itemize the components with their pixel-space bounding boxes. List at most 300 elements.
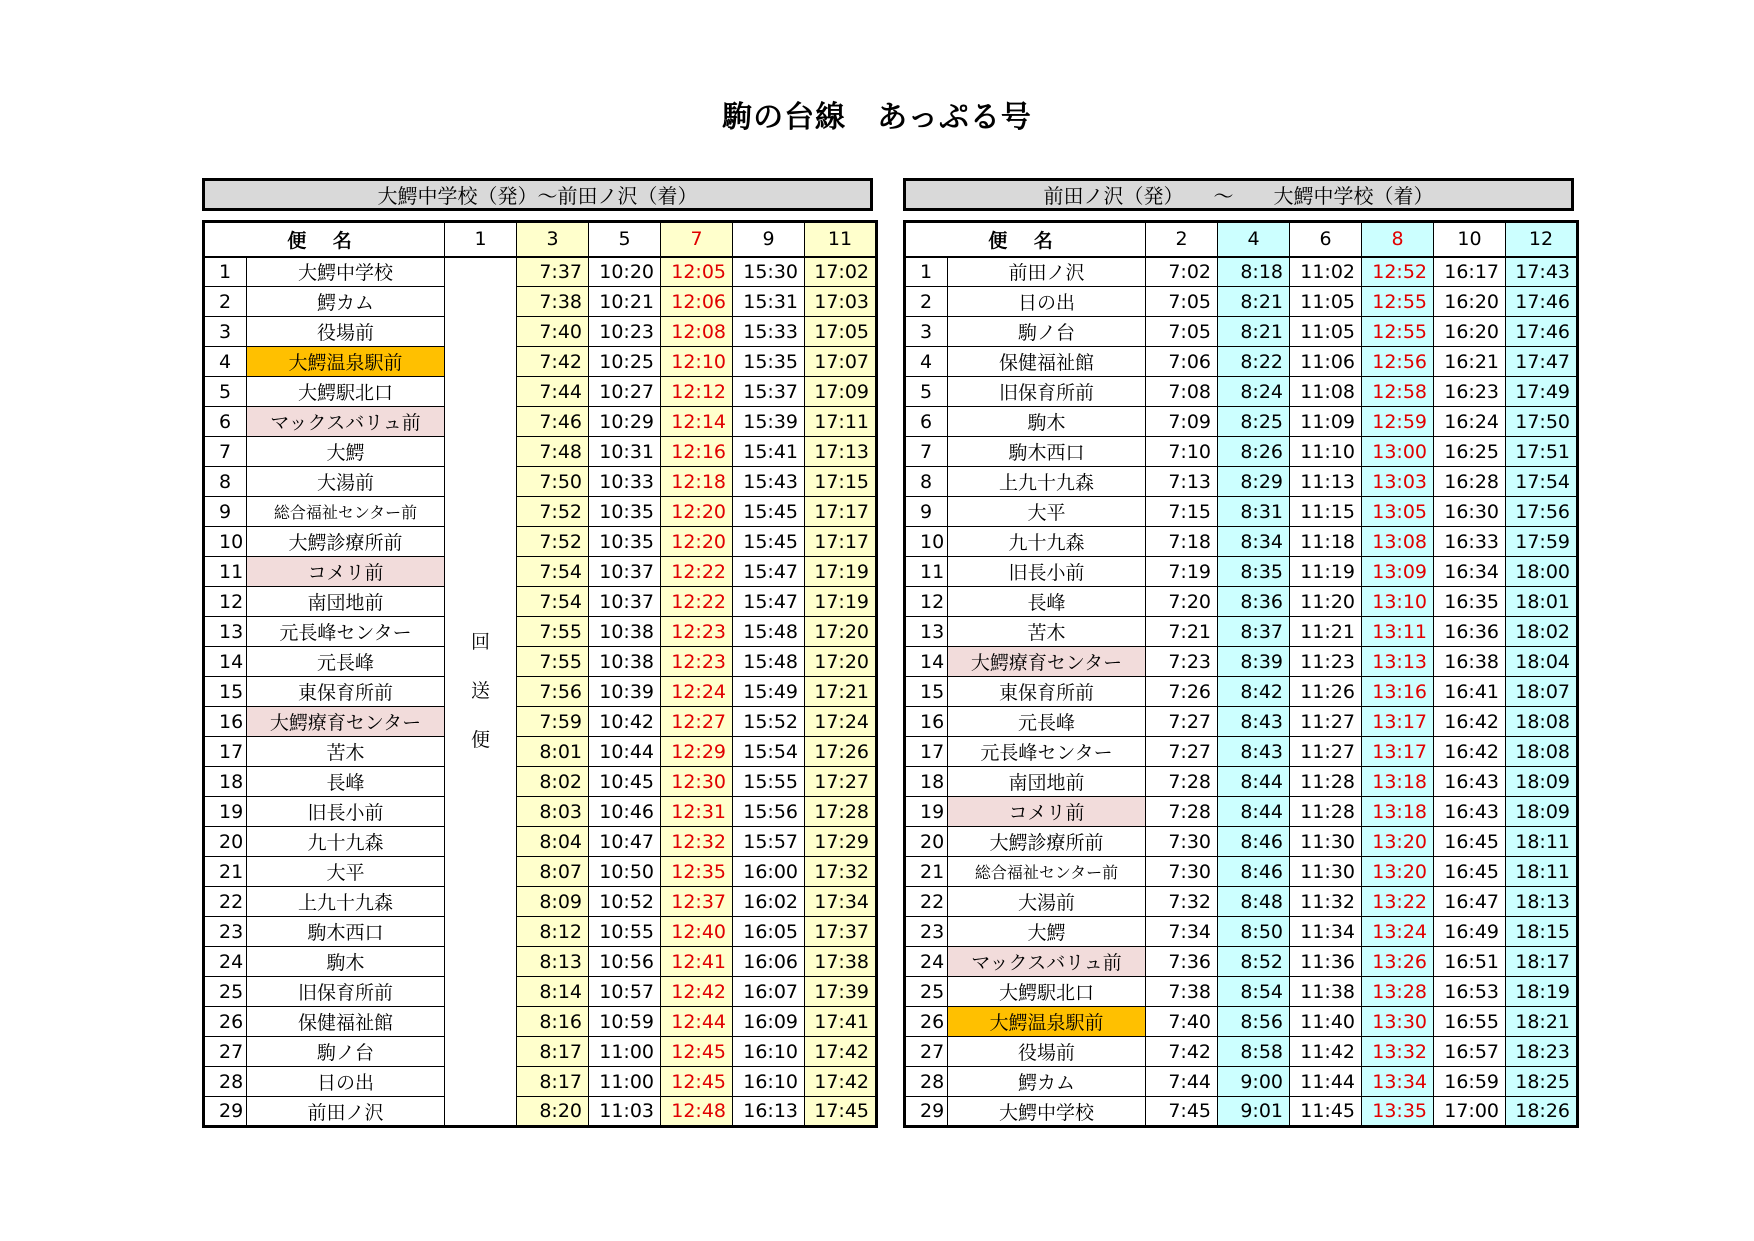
departure-time: 8:58 bbox=[1218, 1037, 1290, 1067]
departure-time: 17:34 bbox=[805, 887, 877, 917]
departure-time: 12:06 bbox=[661, 287, 733, 317]
row-number: 20 bbox=[204, 827, 247, 857]
departure-time: 17:59 bbox=[1506, 527, 1578, 557]
stop-name: 元長峰センター bbox=[948, 737, 1146, 767]
departure-time: 10:25 bbox=[589, 347, 661, 377]
departure-time: 7:15 bbox=[1146, 497, 1218, 527]
stop-name: 元長峰 bbox=[948, 707, 1146, 737]
outbound-table bbox=[202, 220, 878, 1128]
departure-time: 8:18 bbox=[1218, 257, 1290, 287]
departure-time: 13:30 bbox=[1362, 1007, 1434, 1037]
departure-time: 18:26 bbox=[1506, 1097, 1578, 1127]
departure-time: 17:11 bbox=[805, 407, 877, 437]
row-number: 5 bbox=[905, 377, 948, 407]
table-row bbox=[905, 857, 1578, 887]
departure-time: 18:11 bbox=[1506, 827, 1578, 857]
departure-time: 7:55 bbox=[517, 647, 589, 677]
departure-time: 18:15 bbox=[1506, 917, 1578, 947]
row-number: 3 bbox=[204, 317, 247, 347]
departure-time: 17:17 bbox=[805, 497, 877, 527]
table-row bbox=[905, 497, 1578, 527]
departure-time: 18:23 bbox=[1506, 1037, 1578, 1067]
departure-time: 12:45 bbox=[661, 1067, 733, 1097]
departure-time: 17:56 bbox=[1506, 497, 1578, 527]
departure-time: 11:45 bbox=[1290, 1097, 1362, 1127]
stop-name: マックスバリュ前 bbox=[948, 947, 1146, 977]
departure-time: 8:39 bbox=[1218, 647, 1290, 677]
stop-name: 大鰐 bbox=[247, 437, 445, 467]
departure-time: 8:12 bbox=[517, 917, 589, 947]
departure-time: 10:27 bbox=[589, 377, 661, 407]
stop-name: 元長峰センター bbox=[247, 617, 445, 647]
table-row bbox=[204, 467, 877, 497]
departure-time: 8:56 bbox=[1218, 1007, 1290, 1037]
deadhead-char: 送 bbox=[470, 679, 490, 702]
departure-time: 15:33 bbox=[733, 317, 805, 347]
departure-time: 8:34 bbox=[1218, 527, 1290, 557]
departure-time: 7:44 bbox=[517, 377, 589, 407]
departure-time: 18:02 bbox=[1506, 617, 1578, 647]
row-number: 25 bbox=[204, 977, 247, 1007]
departure-time: 12:22 bbox=[661, 587, 733, 617]
trip-column-header: 7 bbox=[661, 222, 733, 257]
departure-time: 7:26 bbox=[1146, 677, 1218, 707]
departure-time: 11:15 bbox=[1290, 497, 1362, 527]
departure-time: 13:11 bbox=[1362, 617, 1434, 647]
departure-time: 8:26 bbox=[1218, 437, 1290, 467]
departure-time: 7:48 bbox=[517, 437, 589, 467]
departure-time: 16:42 bbox=[1434, 737, 1506, 767]
table-row bbox=[905, 1097, 1578, 1127]
table-row bbox=[204, 557, 877, 587]
departure-time: 13:34 bbox=[1362, 1067, 1434, 1097]
departure-time: 16:36 bbox=[1434, 617, 1506, 647]
departure-time: 7:10 bbox=[1146, 437, 1218, 467]
departure-time: 7:38 bbox=[1146, 977, 1218, 1007]
table-row bbox=[905, 587, 1578, 617]
row-number: 3 bbox=[905, 317, 948, 347]
stop-name: 南団地前 bbox=[948, 767, 1146, 797]
stop-name: 長峰 bbox=[247, 767, 445, 797]
stop-name: 駒ノ台 bbox=[247, 1037, 445, 1067]
departure-time: 7:08 bbox=[1146, 377, 1218, 407]
departure-time: 8:09 bbox=[517, 887, 589, 917]
departure-time: 16:06 bbox=[733, 947, 805, 977]
table-row bbox=[905, 557, 1578, 587]
row-number: 4 bbox=[204, 347, 247, 377]
departure-time: 12:42 bbox=[661, 977, 733, 1007]
table-header-row bbox=[905, 222, 1578, 257]
departure-time: 18:25 bbox=[1506, 1067, 1578, 1097]
departure-time: 18:19 bbox=[1506, 977, 1578, 1007]
table-row bbox=[204, 1097, 877, 1127]
row-number: 19 bbox=[204, 797, 247, 827]
row-number: 8 bbox=[204, 467, 247, 497]
table-row bbox=[905, 767, 1578, 797]
departure-time: 7:42 bbox=[517, 347, 589, 377]
departure-time: 18:21 bbox=[1506, 1007, 1578, 1037]
trip-column-header: 8 bbox=[1362, 222, 1434, 257]
departure-time: 13:24 bbox=[1362, 917, 1434, 947]
departure-time: 7:52 bbox=[517, 497, 589, 527]
row-number: 6 bbox=[204, 407, 247, 437]
row-number: 17 bbox=[204, 737, 247, 767]
trip-column-header: 1 bbox=[445, 222, 517, 257]
departure-time: 16:13 bbox=[733, 1097, 805, 1127]
departure-time: 17:20 bbox=[805, 647, 877, 677]
timetable-outbound bbox=[202, 178, 873, 1128]
table-row bbox=[204, 617, 877, 647]
stop-name: 総合福祉センター前 bbox=[247, 497, 445, 527]
departure-time: 17:24 bbox=[805, 707, 877, 737]
stop-name: 鰐カム bbox=[247, 287, 445, 317]
stop-name: 旧長小前 bbox=[948, 557, 1146, 587]
departure-time: 10:23 bbox=[589, 317, 661, 347]
departure-time: 8:13 bbox=[517, 947, 589, 977]
row-number: 14 bbox=[204, 647, 247, 677]
stop-name: 旧保育所前 bbox=[948, 377, 1146, 407]
departure-time: 7:05 bbox=[1146, 317, 1218, 347]
departure-time: 15:41 bbox=[733, 437, 805, 467]
stop-name: 大鰐療育センター bbox=[948, 647, 1146, 677]
departure-time: 18:04 bbox=[1506, 647, 1578, 677]
row-number: 28 bbox=[204, 1067, 247, 1097]
table-row bbox=[905, 707, 1578, 737]
departure-time: 13:05 bbox=[1362, 497, 1434, 527]
stop-name: 駒木西口 bbox=[247, 917, 445, 947]
departure-time: 9:01 bbox=[1218, 1097, 1290, 1127]
departure-time: 11:21 bbox=[1290, 617, 1362, 647]
table-row bbox=[905, 677, 1578, 707]
departure-time: 16:34 bbox=[1434, 557, 1506, 587]
departure-time: 15:30 bbox=[733, 257, 805, 287]
row-number: 2 bbox=[905, 287, 948, 317]
table-row bbox=[204, 677, 877, 707]
departure-time: 17:39 bbox=[805, 977, 877, 1007]
stop-name: 上九十九森 bbox=[247, 887, 445, 917]
departure-time: 16:30 bbox=[1434, 497, 1506, 527]
departure-time: 7:34 bbox=[1146, 917, 1218, 947]
row-number: 9 bbox=[905, 497, 948, 527]
table-row bbox=[905, 1037, 1578, 1067]
stop-name: 長峰 bbox=[948, 587, 1146, 617]
departure-time: 18:13 bbox=[1506, 887, 1578, 917]
departure-time: 8:46 bbox=[1218, 857, 1290, 887]
table-row bbox=[905, 437, 1578, 467]
departure-time: 12:27 bbox=[661, 707, 733, 737]
departure-time: 13:35 bbox=[1362, 1097, 1434, 1127]
table-row bbox=[204, 407, 877, 437]
departure-time: 16:51 bbox=[1434, 947, 1506, 977]
departure-time: 17:00 bbox=[1434, 1097, 1506, 1127]
row-number: 26 bbox=[204, 1007, 247, 1037]
departure-time: 10:57 bbox=[589, 977, 661, 1007]
departure-time: 7:21 bbox=[1146, 617, 1218, 647]
row-number: 23 bbox=[204, 917, 247, 947]
departure-time: 13:18 bbox=[1362, 797, 1434, 827]
table-row bbox=[204, 647, 877, 677]
table-row bbox=[905, 617, 1578, 647]
departure-time: 12:29 bbox=[661, 737, 733, 767]
departure-time: 11:09 bbox=[1290, 407, 1362, 437]
departure-time: 15:45 bbox=[733, 527, 805, 557]
row-number: 11 bbox=[905, 557, 948, 587]
table-row bbox=[905, 1007, 1578, 1037]
departure-time: 18:09 bbox=[1506, 797, 1578, 827]
departure-time: 7:20 bbox=[1146, 587, 1218, 617]
departure-time: 17:27 bbox=[805, 767, 877, 797]
departure-time: 16:45 bbox=[1434, 827, 1506, 857]
departure-time: 12:23 bbox=[661, 647, 733, 677]
stop-name: 大平 bbox=[948, 497, 1146, 527]
departure-time: 8:14 bbox=[517, 977, 589, 1007]
departure-time: 17:37 bbox=[805, 917, 877, 947]
departure-time: 16:17 bbox=[1434, 257, 1506, 287]
stop-name: 大鰐診療所前 bbox=[948, 827, 1146, 857]
departure-time: 11:10 bbox=[1290, 437, 1362, 467]
table-row bbox=[204, 1037, 877, 1067]
departure-time: 15:48 bbox=[733, 647, 805, 677]
table-row bbox=[905, 317, 1578, 347]
table-row bbox=[905, 737, 1578, 767]
departure-time: 10:37 bbox=[589, 587, 661, 617]
departure-time: 13:26 bbox=[1362, 947, 1434, 977]
row-number: 7 bbox=[905, 437, 948, 467]
departure-time: 13:03 bbox=[1362, 467, 1434, 497]
departure-time: 10:38 bbox=[589, 647, 661, 677]
table-row bbox=[204, 737, 877, 767]
departure-time: 7:44 bbox=[1146, 1067, 1218, 1097]
departure-time: 10:37 bbox=[589, 557, 661, 587]
departure-time: 16:20 bbox=[1434, 287, 1506, 317]
departure-time: 8:20 bbox=[517, 1097, 589, 1127]
departure-time: 13:32 bbox=[1362, 1037, 1434, 1067]
departure-time: 12:30 bbox=[661, 767, 733, 797]
row-number: 22 bbox=[204, 887, 247, 917]
stop-name: 駒木 bbox=[948, 407, 1146, 437]
departure-time: 7:42 bbox=[1146, 1037, 1218, 1067]
trip-column-header: 9 bbox=[733, 222, 805, 257]
table-row bbox=[905, 887, 1578, 917]
departure-time: 12:55 bbox=[1362, 287, 1434, 317]
departure-time: 8:52 bbox=[1218, 947, 1290, 977]
inbound-header bbox=[903, 178, 1574, 211]
departure-time: 12:40 bbox=[661, 917, 733, 947]
departure-time: 16:09 bbox=[733, 1007, 805, 1037]
table-row bbox=[905, 797, 1578, 827]
departure-time: 12:14 bbox=[661, 407, 733, 437]
stop-name: 東保育所前 bbox=[247, 677, 445, 707]
departure-time: 8:43 bbox=[1218, 737, 1290, 767]
departure-time: 8:37 bbox=[1218, 617, 1290, 647]
departure-time: 12:18 bbox=[661, 467, 733, 497]
table-row bbox=[905, 1067, 1578, 1097]
departure-time: 8:54 bbox=[1218, 977, 1290, 1007]
table-row bbox=[204, 767, 877, 797]
departure-time: 11:05 bbox=[1290, 287, 1362, 317]
departure-time: 15:54 bbox=[733, 737, 805, 767]
stop-name: 駒木 bbox=[247, 947, 445, 977]
departure-time: 13:09 bbox=[1362, 557, 1434, 587]
row-number: 16 bbox=[204, 707, 247, 737]
departure-time: 8:48 bbox=[1218, 887, 1290, 917]
departure-time: 11:02 bbox=[1290, 257, 1362, 287]
departure-time: 16:10 bbox=[733, 1037, 805, 1067]
departure-time: 10:35 bbox=[589, 497, 661, 527]
departure-time: 16:02 bbox=[733, 887, 805, 917]
departure-time: 8:04 bbox=[517, 827, 589, 857]
page-title: 駒の台線 あっぷる号 bbox=[722, 100, 1032, 135]
row-number: 1 bbox=[905, 257, 948, 287]
departure-time: 11:26 bbox=[1290, 677, 1362, 707]
stop-name: 保健福祉館 bbox=[247, 1007, 445, 1037]
stop-name: 保健福祉館 bbox=[948, 347, 1146, 377]
stop-name: 役場前 bbox=[948, 1037, 1146, 1067]
stop-name: 大鰐 bbox=[948, 917, 1146, 947]
departure-time: 8:29 bbox=[1218, 467, 1290, 497]
departure-time: 16:43 bbox=[1434, 767, 1506, 797]
departure-time: 12:45 bbox=[661, 1037, 733, 1067]
departure-time: 12:31 bbox=[661, 797, 733, 827]
table-row bbox=[204, 1007, 877, 1037]
departure-time: 17:42 bbox=[805, 1037, 877, 1067]
departure-time: 13:17 bbox=[1362, 737, 1434, 767]
departure-time: 8:17 bbox=[517, 1037, 589, 1067]
departure-time: 9:00 bbox=[1218, 1067, 1290, 1097]
departure-time: 7:38 bbox=[517, 287, 589, 317]
table-row bbox=[204, 917, 877, 947]
row-number: 28 bbox=[905, 1067, 948, 1097]
stop-name: 前田ノ沢 bbox=[948, 257, 1146, 287]
departure-time: 13:10 bbox=[1362, 587, 1434, 617]
stop-name: 九十九森 bbox=[948, 527, 1146, 557]
departure-time: 17:47 bbox=[1506, 347, 1578, 377]
departure-time: 8:22 bbox=[1218, 347, 1290, 377]
departure-time: 10:59 bbox=[589, 1007, 661, 1037]
departure-time: 11:30 bbox=[1290, 857, 1362, 887]
departure-time: 10:42 bbox=[589, 707, 661, 737]
departure-time: 17:32 bbox=[805, 857, 877, 887]
table-row bbox=[905, 977, 1578, 1007]
departure-time: 12:12 bbox=[661, 377, 733, 407]
departure-time: 12:44 bbox=[661, 1007, 733, 1037]
stop-name: 前田ノ沢 bbox=[247, 1097, 445, 1127]
departure-time: 7:30 bbox=[1146, 857, 1218, 887]
departure-time: 17:17 bbox=[805, 527, 877, 557]
departure-time: 16:05 bbox=[733, 917, 805, 947]
departure-time: 11:00 bbox=[589, 1037, 661, 1067]
departure-time: 12:20 bbox=[661, 527, 733, 557]
departure-time: 15:43 bbox=[733, 467, 805, 497]
departure-time: 16:35 bbox=[1434, 587, 1506, 617]
departure-time: 8:21 bbox=[1218, 317, 1290, 347]
stop-name: 日の出 bbox=[247, 1067, 445, 1097]
table-header-row bbox=[204, 222, 877, 257]
departure-time: 7:28 bbox=[1146, 797, 1218, 827]
stop-name: コメリ前 bbox=[948, 797, 1146, 827]
departure-time: 12:59 bbox=[1362, 407, 1434, 437]
row-number: 12 bbox=[905, 587, 948, 617]
departure-time: 8:46 bbox=[1218, 827, 1290, 857]
departure-time: 7:40 bbox=[517, 317, 589, 347]
row-number: 25 bbox=[905, 977, 948, 1007]
departure-time: 11:05 bbox=[1290, 317, 1362, 347]
row-number: 21 bbox=[204, 857, 247, 887]
table-row bbox=[204, 437, 877, 467]
departure-time: 11:03 bbox=[589, 1097, 661, 1127]
departure-time: 15:37 bbox=[733, 377, 805, 407]
table-row bbox=[905, 377, 1578, 407]
row-number: 4 bbox=[905, 347, 948, 377]
departure-time: 13:20 bbox=[1362, 827, 1434, 857]
departure-time: 8:36 bbox=[1218, 587, 1290, 617]
row-number: 2 bbox=[204, 287, 247, 317]
departure-time: 7:23 bbox=[1146, 647, 1218, 677]
stop-name: 役場前 bbox=[247, 317, 445, 347]
departure-time: 8:42 bbox=[1218, 677, 1290, 707]
table-row bbox=[204, 347, 877, 377]
table-row bbox=[905, 827, 1578, 857]
stop-name: 苦木 bbox=[247, 737, 445, 767]
stop-name: 南団地前 bbox=[247, 587, 445, 617]
trip-column-header: 4 bbox=[1218, 222, 1290, 257]
stop-name: 駒ノ台 bbox=[948, 317, 1146, 347]
departure-time: 18:09 bbox=[1506, 767, 1578, 797]
departure-time: 12:52 bbox=[1362, 257, 1434, 287]
stop-name: 大平 bbox=[247, 857, 445, 887]
departure-time: 10:46 bbox=[589, 797, 661, 827]
departure-time: 17:20 bbox=[805, 617, 877, 647]
departure-time: 16:07 bbox=[733, 977, 805, 1007]
row-number: 8 bbox=[905, 467, 948, 497]
row-number: 5 bbox=[204, 377, 247, 407]
departure-time: 8:01 bbox=[517, 737, 589, 767]
departure-time: 18:00 bbox=[1506, 557, 1578, 587]
departure-time: 10:21 bbox=[589, 287, 661, 317]
table-row bbox=[905, 527, 1578, 557]
departure-time: 12:35 bbox=[661, 857, 733, 887]
departure-time: 11:27 bbox=[1290, 737, 1362, 767]
departure-time: 13:17 bbox=[1362, 707, 1434, 737]
departure-time: 17:15 bbox=[805, 467, 877, 497]
row-number: 16 bbox=[905, 707, 948, 737]
departure-time: 11:42 bbox=[1290, 1037, 1362, 1067]
table-row bbox=[204, 1067, 877, 1097]
departure-time: 12:10 bbox=[661, 347, 733, 377]
departure-time: 7:55 bbox=[517, 617, 589, 647]
departure-time: 12:05 bbox=[661, 257, 733, 287]
departure-time: 7:02 bbox=[1146, 257, 1218, 287]
row-number: 24 bbox=[905, 947, 948, 977]
outbound-header bbox=[202, 178, 873, 211]
departure-time: 10:20 bbox=[589, 257, 661, 287]
departure-time: 10:47 bbox=[589, 827, 661, 857]
departure-time: 18:07 bbox=[1506, 677, 1578, 707]
departure-time: 10:56 bbox=[589, 947, 661, 977]
departure-time: 17:49 bbox=[1506, 377, 1578, 407]
deadhead-char: 回 bbox=[470, 630, 490, 653]
departure-time: 11:13 bbox=[1290, 467, 1362, 497]
stop-name: 大鰐温泉駅前 bbox=[247, 347, 445, 377]
trip-column-header: 2 bbox=[1146, 222, 1218, 257]
table-row bbox=[204, 287, 877, 317]
departure-time: 7:37 bbox=[517, 257, 589, 287]
departure-time: 17:09 bbox=[805, 377, 877, 407]
trip-name-header: 便 名 bbox=[204, 222, 445, 257]
stop-name: マックスバリュ前 bbox=[247, 407, 445, 437]
departure-time: 15:49 bbox=[733, 677, 805, 707]
table-row bbox=[204, 707, 877, 737]
